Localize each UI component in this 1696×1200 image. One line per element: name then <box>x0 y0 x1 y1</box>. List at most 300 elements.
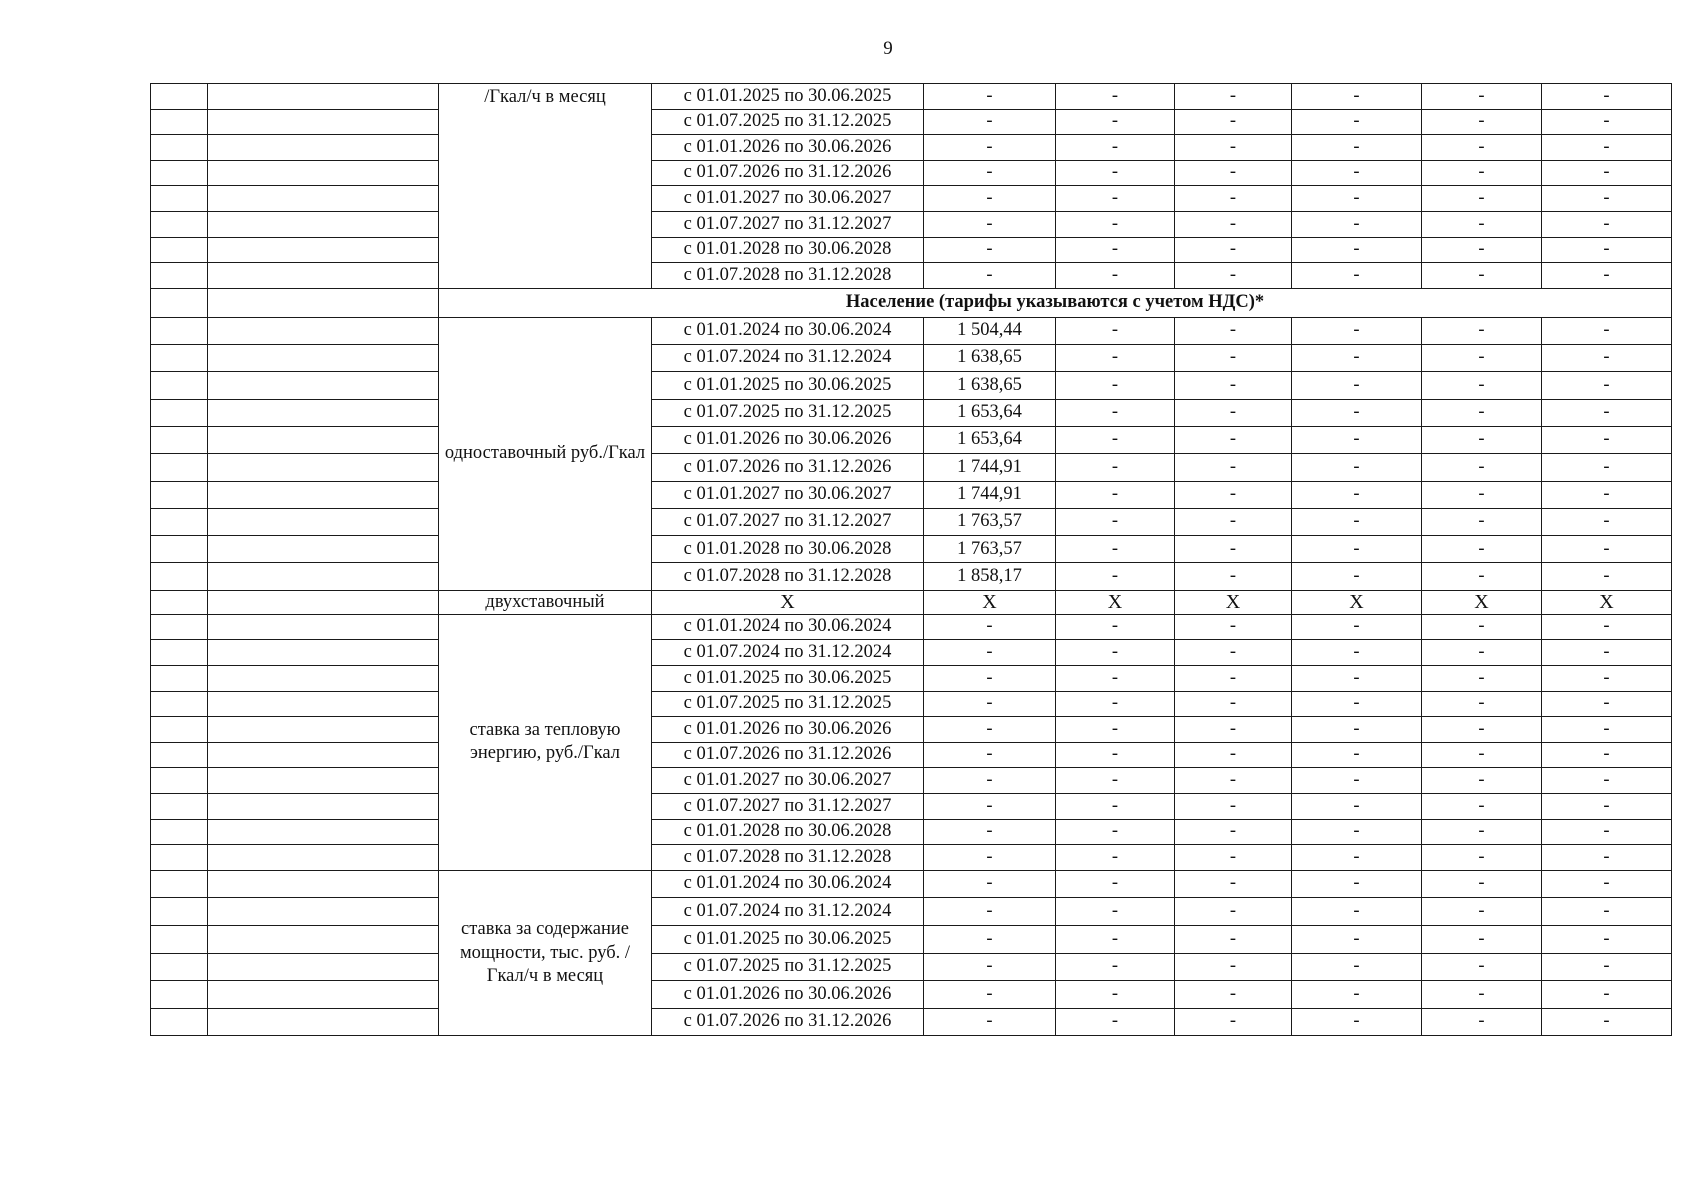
value-cell: 1 763,57 <box>924 508 1056 535</box>
value-cell: - <box>1056 768 1175 794</box>
value-cell: - <box>1422 160 1542 186</box>
value-cell: - <box>1056 237 1175 263</box>
value-cell: - <box>1422 1008 1542 1036</box>
number-cell <box>151 211 208 237</box>
value-cell: - <box>924 614 1056 640</box>
name-cell <box>208 481 439 508</box>
table-row <box>151 563 1672 590</box>
value-cell: - <box>1292 614 1422 640</box>
value-cell: - <box>1175 454 1292 481</box>
name-cell <box>208 742 439 768</box>
value-cell: - <box>1056 640 1175 666</box>
value-cell: - <box>1056 1008 1175 1036</box>
value-cell: - <box>1175 845 1292 871</box>
period-cell: X <box>652 590 924 614</box>
number-cell <box>151 742 208 768</box>
value-cell: - <box>1422 640 1542 666</box>
value-cell: - <box>1542 981 1672 1009</box>
period-cell: с 01.01.2024 по 30.06.2024 <box>652 614 924 640</box>
value-cell: - <box>1056 794 1175 820</box>
value-cell: - <box>1292 870 1422 898</box>
value-cell: - <box>1422 981 1542 1009</box>
value-cell: - <box>1175 481 1292 508</box>
number-cell <box>151 160 208 186</box>
value-cell: - <box>1292 898 1422 926</box>
period-cell: с 01.01.2026 по 30.06.2026 <box>652 717 924 743</box>
value-cell: - <box>1056 563 1175 590</box>
value-cell: - <box>924 84 1056 110</box>
value-cell: - <box>1056 263 1175 289</box>
number-cell <box>151 263 208 289</box>
tariff-table <box>150 83 1672 1036</box>
value-cell: - <box>924 898 1056 926</box>
value-cell: - <box>1422 135 1542 161</box>
value-cell: 1 763,57 <box>924 536 1056 563</box>
table-row <box>151 1008 1672 1036</box>
value-cell: - <box>1542 536 1672 563</box>
value-cell: - <box>1175 135 1292 161</box>
number-cell <box>151 536 208 563</box>
value-cell: - <box>1292 372 1422 399</box>
name-cell <box>208 454 439 481</box>
number-cell <box>151 372 208 399</box>
table-row <box>151 237 1672 263</box>
value-cell: - <box>1292 742 1422 768</box>
table-row <box>151 666 1672 692</box>
name-cell <box>208 717 439 743</box>
period-cell: с 01.01.2025 по 30.06.2025 <box>652 372 924 399</box>
value-cell: 1 744,91 <box>924 481 1056 508</box>
value-cell: - <box>1422 563 1542 590</box>
period-cell: с 01.07.2025 по 31.12.2025 <box>652 399 924 426</box>
period-cell: с 01.01.2026 по 30.06.2026 <box>652 981 924 1009</box>
value-cell: - <box>1056 317 1175 344</box>
table-row <box>151 953 1672 981</box>
number-cell <box>151 666 208 692</box>
table-row <box>151 845 1672 871</box>
value-cell: - <box>1542 925 1672 953</box>
period-cell: с 01.01.2026 по 30.06.2026 <box>652 135 924 161</box>
name-cell <box>208 794 439 820</box>
number-cell <box>151 981 208 1009</box>
number-cell <box>151 614 208 640</box>
value-cell: - <box>1422 925 1542 953</box>
value-cell: - <box>1175 870 1292 898</box>
table-row <box>151 508 1672 535</box>
value-cell: X <box>1292 590 1422 614</box>
name-cell <box>208 135 439 161</box>
table-row <box>151 399 1672 426</box>
value-cell: - <box>1292 981 1422 1009</box>
value-cell: - <box>1292 399 1422 426</box>
value-cell: - <box>1175 160 1292 186</box>
period-cell: с 01.07.2025 по 31.12.2025 <box>652 109 924 135</box>
value-cell: - <box>924 1008 1056 1036</box>
value-cell: - <box>1292 345 1422 372</box>
value-cell: - <box>1175 399 1292 426</box>
name-cell <box>208 536 439 563</box>
name-cell <box>208 186 439 212</box>
period-cell: с 01.07.2028 по 31.12.2028 <box>652 263 924 289</box>
value-cell: - <box>1056 819 1175 845</box>
value-cell: - <box>1542 508 1672 535</box>
table-row <box>151 898 1672 926</box>
name-cell <box>208 691 439 717</box>
value-cell: - <box>924 135 1056 161</box>
value-cell: - <box>1056 109 1175 135</box>
value-cell: - <box>1056 345 1175 372</box>
value-cell: - <box>1175 508 1292 535</box>
value-cell: - <box>1422 237 1542 263</box>
period-cell: с 01.07.2024 по 31.12.2024 <box>652 898 924 926</box>
value-cell: - <box>924 237 1056 263</box>
name-cell <box>208 237 439 263</box>
value-cell: - <box>1175 768 1292 794</box>
value-cell: - <box>1542 135 1672 161</box>
value-cell: - <box>1542 345 1672 372</box>
name-cell <box>208 870 439 898</box>
table-row <box>151 794 1672 820</box>
table-row <box>151 481 1672 508</box>
value-cell: X <box>1422 590 1542 614</box>
name-cell <box>208 160 439 186</box>
name-cell <box>208 211 439 237</box>
value-cell: - <box>924 717 1056 743</box>
value-cell: - <box>1542 870 1672 898</box>
number-cell <box>151 399 208 426</box>
value-cell: - <box>1056 742 1175 768</box>
value-cell: - <box>1542 372 1672 399</box>
value-cell: - <box>1292 237 1422 263</box>
table-row <box>151 870 1672 898</box>
value-cell: - <box>1422 84 1542 110</box>
value-cell: - <box>1292 135 1422 161</box>
value-cell: - <box>1422 372 1542 399</box>
name-cell <box>208 84 439 110</box>
value-cell: - <box>1422 426 1542 453</box>
name-cell <box>208 590 439 614</box>
period-cell: с 01.07.2024 по 31.12.2024 <box>652 345 924 372</box>
name-cell <box>208 845 439 871</box>
value-cell: - <box>924 211 1056 237</box>
value-cell: - <box>1542 768 1672 794</box>
table-row <box>151 691 1672 717</box>
tariff-type-cell: ставка за тепловую энергию, руб./Гкал <box>439 614 652 870</box>
value-cell: - <box>1175 742 1292 768</box>
number-cell <box>151 691 208 717</box>
value-cell: - <box>1056 481 1175 508</box>
value-cell: - <box>1542 263 1672 289</box>
value-cell: X <box>1542 590 1672 614</box>
name-cell <box>208 1008 439 1036</box>
number-cell <box>151 717 208 743</box>
value-cell: - <box>1542 481 1672 508</box>
value-cell: - <box>1292 563 1422 590</box>
table-row <box>151 160 1672 186</box>
table-row <box>151 426 1672 453</box>
number-cell <box>151 508 208 535</box>
value-cell: - <box>1056 614 1175 640</box>
value-cell: - <box>1056 399 1175 426</box>
tariff-type-cell: одноставочный руб./Гкал <box>439 317 652 590</box>
value-cell: - <box>1422 870 1542 898</box>
name-cell <box>208 317 439 344</box>
period-cell: с 01.01.2027 по 30.06.2027 <box>652 768 924 794</box>
number-cell <box>151 794 208 820</box>
period-cell: с 01.01.2027 по 30.06.2027 <box>652 481 924 508</box>
value-cell: - <box>1542 666 1672 692</box>
value-cell: - <box>1056 666 1175 692</box>
value-cell: - <box>1292 481 1422 508</box>
name-cell <box>208 898 439 926</box>
value-cell: 1 638,65 <box>924 372 1056 399</box>
value-cell: - <box>1422 819 1542 845</box>
table-row <box>151 981 1672 1009</box>
value-cell: - <box>1542 317 1672 344</box>
name-cell <box>208 109 439 135</box>
value-cell: - <box>1292 640 1422 666</box>
name-cell <box>208 399 439 426</box>
value-cell: - <box>1542 845 1672 871</box>
table-row <box>151 263 1672 289</box>
value-cell: X <box>924 590 1056 614</box>
value-cell: 1 744,91 <box>924 454 1056 481</box>
value-cell: - <box>1175 925 1292 953</box>
value-cell: - <box>1292 953 1422 981</box>
value-cell: - <box>1056 426 1175 453</box>
value-cell: - <box>1056 454 1175 481</box>
number-cell <box>151 317 208 344</box>
table-row <box>151 768 1672 794</box>
value-cell: - <box>1542 614 1672 640</box>
table-row <box>151 186 1672 212</box>
value-cell: - <box>1175 666 1292 692</box>
value-cell: - <box>1292 84 1422 110</box>
number-cell <box>151 953 208 981</box>
value-cell: - <box>1542 717 1672 743</box>
value-cell: - <box>1542 898 1672 926</box>
table-row <box>151 925 1672 953</box>
value-cell: - <box>1292 925 1422 953</box>
value-cell: - <box>1056 717 1175 743</box>
period-cell: с 01.07.2025 по 31.12.2025 <box>652 691 924 717</box>
name-cell <box>208 640 439 666</box>
value-cell: - <box>1175 237 1292 263</box>
value-cell: - <box>924 870 1056 898</box>
value-cell: - <box>1422 508 1542 535</box>
value-cell: - <box>1422 399 1542 426</box>
name-cell <box>208 563 439 590</box>
value-cell: - <box>1175 84 1292 110</box>
period-cell: с 01.01.2028 по 30.06.2028 <box>652 819 924 845</box>
value-cell: - <box>1422 691 1542 717</box>
value-cell: - <box>1056 691 1175 717</box>
number-cell <box>151 345 208 372</box>
period-cell: с 01.07.2024 по 31.12.2024 <box>652 640 924 666</box>
name-cell <box>208 345 439 372</box>
value-cell: - <box>1175 614 1292 640</box>
number-cell <box>151 109 208 135</box>
value-cell: - <box>1542 237 1672 263</box>
value-cell: 1 858,17 <box>924 563 1056 590</box>
period-cell: с 01.07.2026 по 31.12.2026 <box>652 1008 924 1036</box>
value-cell: - <box>1422 953 1542 981</box>
table-row <box>151 590 1672 614</box>
value-cell: - <box>1542 160 1672 186</box>
value-cell: - <box>1542 691 1672 717</box>
value-cell: - <box>1292 1008 1422 1036</box>
value-cell: - <box>1175 691 1292 717</box>
value-cell: - <box>1056 508 1175 535</box>
table-row <box>151 372 1672 399</box>
section-header-row <box>151 288 1672 317</box>
number-cell <box>151 870 208 898</box>
value-cell: - <box>1422 845 1542 871</box>
value-cell: - <box>1175 263 1292 289</box>
value-cell: - <box>924 263 1056 289</box>
name-cell <box>208 426 439 453</box>
value-cell: - <box>1542 186 1672 212</box>
value-cell: - <box>1175 794 1292 820</box>
value-cell: - <box>1056 186 1175 212</box>
value-cell: - <box>1422 536 1542 563</box>
name-cell <box>208 666 439 692</box>
period-cell: с 01.07.2028 по 31.12.2028 <box>652 845 924 871</box>
number-cell <box>151 288 208 317</box>
value-cell: - <box>924 768 1056 794</box>
value-cell: - <box>1542 454 1672 481</box>
value-cell: - <box>1292 536 1422 563</box>
value-cell: - <box>1292 454 1422 481</box>
value-cell: X <box>1175 590 1292 614</box>
period-cell: с 01.01.2024 по 30.06.2024 <box>652 870 924 898</box>
period-cell: с 01.01.2028 по 30.06.2028 <box>652 536 924 563</box>
value-cell: - <box>1422 768 1542 794</box>
value-cell: - <box>924 691 1056 717</box>
value-cell: - <box>1292 186 1422 212</box>
period-cell: с 01.07.2025 по 31.12.2025 <box>652 953 924 981</box>
value-cell: - <box>924 109 1056 135</box>
number-cell <box>151 426 208 453</box>
name-cell <box>208 925 439 953</box>
value-cell: - <box>1422 109 1542 135</box>
value-cell: 1 653,64 <box>924 426 1056 453</box>
value-cell: - <box>1292 717 1422 743</box>
value-cell: - <box>1175 345 1292 372</box>
number-cell <box>151 563 208 590</box>
value-cell: - <box>924 742 1056 768</box>
name-cell <box>208 768 439 794</box>
period-cell: с 01.07.2027 по 31.12.2027 <box>652 794 924 820</box>
value-cell: - <box>924 981 1056 1009</box>
number-cell <box>151 898 208 926</box>
value-cell: - <box>1292 263 1422 289</box>
value-cell: 1 638,65 <box>924 345 1056 372</box>
value-cell: - <box>1542 819 1672 845</box>
value-cell: - <box>1422 614 1542 640</box>
value-cell: - <box>1422 345 1542 372</box>
period-cell: с 01.07.2026 по 31.12.2026 <box>652 742 924 768</box>
value-cell: - <box>1175 898 1292 926</box>
number-cell <box>151 1008 208 1036</box>
tariff-body <box>151 84 1672 1036</box>
value-cell: - <box>1056 84 1175 110</box>
tariff-type-cell: двухставочный <box>439 590 652 614</box>
value-cell: - <box>1422 898 1542 926</box>
value-cell: - <box>1542 426 1672 453</box>
value-cell: - <box>1422 317 1542 344</box>
period-cell: с 01.01.2027 по 30.06.2027 <box>652 186 924 212</box>
value-cell: X <box>1056 590 1175 614</box>
period-cell: с 01.07.2027 по 31.12.2027 <box>652 211 924 237</box>
value-cell: - <box>1422 186 1542 212</box>
value-cell: - <box>1056 981 1175 1009</box>
section-title: Население (тарифы указываются с учетом НДС)* <box>439 288 1672 317</box>
value-cell: - <box>924 819 1056 845</box>
table-row <box>151 135 1672 161</box>
value-cell: - <box>1175 109 1292 135</box>
number-cell <box>151 819 208 845</box>
value-cell: - <box>1422 454 1542 481</box>
name-cell <box>208 372 439 399</box>
number-cell <box>151 237 208 263</box>
value-cell: - <box>1292 768 1422 794</box>
value-cell: - <box>1175 981 1292 1009</box>
period-cell: с 01.01.2025 по 30.06.2025 <box>652 84 924 110</box>
value-cell: - <box>1056 953 1175 981</box>
value-cell: - <box>1422 263 1542 289</box>
value-cell: - <box>1175 186 1292 212</box>
value-cell: - <box>1422 211 1542 237</box>
value-cell: - <box>1542 563 1672 590</box>
value-cell: 1 653,64 <box>924 399 1056 426</box>
value-cell: - <box>924 953 1056 981</box>
period-cell: с 01.07.2027 по 31.12.2027 <box>652 508 924 535</box>
value-cell: - <box>1175 211 1292 237</box>
period-cell: с 01.07.2026 по 31.12.2026 <box>652 454 924 481</box>
value-cell: - <box>1056 536 1175 563</box>
value-cell: - <box>1056 160 1175 186</box>
value-cell: - <box>1056 135 1175 161</box>
value-cell: - <box>1175 819 1292 845</box>
name-cell <box>208 614 439 640</box>
value-cell: - <box>1292 211 1422 237</box>
number-cell <box>151 640 208 666</box>
value-cell: - <box>1175 426 1292 453</box>
value-cell: - <box>1292 666 1422 692</box>
period-cell: с 01.01.2024 по 30.06.2024 <box>652 317 924 344</box>
name-cell <box>208 953 439 981</box>
table-row <box>151 345 1672 372</box>
table-row <box>151 317 1672 344</box>
name-cell <box>208 508 439 535</box>
value-cell: - <box>924 925 1056 953</box>
value-cell: - <box>1056 372 1175 399</box>
value-cell: - <box>1292 160 1422 186</box>
number-cell <box>151 590 208 614</box>
value-cell: - <box>1542 109 1672 135</box>
period-cell: с 01.01.2025 по 30.06.2025 <box>652 925 924 953</box>
number-cell <box>151 481 208 508</box>
value-cell: - <box>924 666 1056 692</box>
period-cell: с 01.07.2026 по 31.12.2026 <box>652 160 924 186</box>
value-cell: - <box>1292 819 1422 845</box>
number-cell <box>151 454 208 481</box>
value-cell: - <box>1542 953 1672 981</box>
value-cell: - <box>1292 508 1422 535</box>
number-cell <box>151 845 208 871</box>
table-row <box>151 536 1672 563</box>
